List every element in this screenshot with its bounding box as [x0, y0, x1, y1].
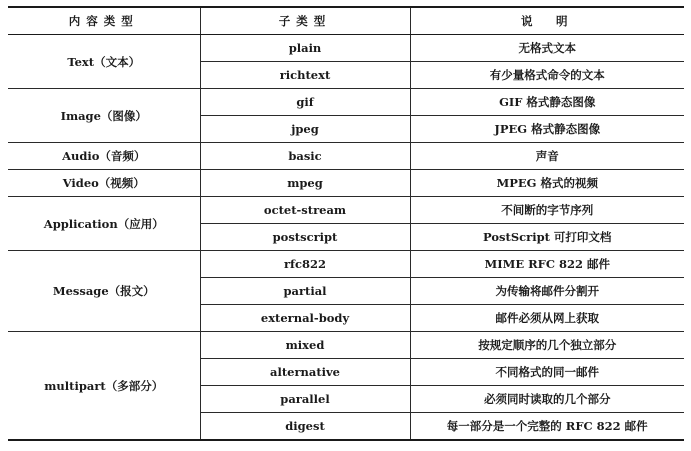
description-cell: 有少量格式命令的文本	[410, 62, 684, 89]
subtype-cell: mixed	[200, 332, 410, 359]
header-description: 说 明	[410, 7, 684, 35]
description-cell: GIF 格式静态图像	[410, 89, 684, 116]
subtype-cell: digest	[200, 413, 410, 441]
content-type-cell: Image（图像）	[8, 89, 200, 143]
description-cell: 声音	[410, 143, 684, 170]
description-cell: 邮件必须从网上获取	[410, 305, 684, 332]
table-body	[8, 35, 684, 441]
description-cell: JPEG 格式静态图像	[410, 116, 684, 143]
table-row	[8, 251, 684, 278]
description-cell: PostScript 可打印文档	[410, 224, 684, 251]
subtype-cell: mpeg	[200, 170, 410, 197]
subtype-cell: richtext	[200, 62, 410, 89]
mime-types-table	[8, 6, 684, 441]
description-cell: 无格式文本	[410, 35, 684, 62]
table-row	[8, 143, 684, 170]
subtype-cell: alternative	[200, 359, 410, 386]
subtype-cell: rfc822	[200, 251, 410, 278]
content-type-cell: Application（应用）	[8, 197, 200, 251]
description-cell: 每一部分是一个完整的 RFC 822 邮件	[410, 413, 684, 441]
subtype-cell: partial	[200, 278, 410, 305]
table-row	[8, 170, 684, 197]
header-content-type: 内容类型	[8, 7, 200, 35]
subtype-cell: octet-stream	[200, 197, 410, 224]
description-cell: MPEG 格式的视频	[410, 170, 684, 197]
description-cell: 为传输将邮件分割开	[410, 278, 684, 305]
description-cell: MIME RFC 822 邮件	[410, 251, 684, 278]
subtype-cell: parallel	[200, 386, 410, 413]
table-row	[8, 89, 684, 116]
table-header-row	[8, 7, 684, 35]
mime-types-table-container	[8, 6, 684, 441]
content-type-cell: Text（文本）	[8, 35, 200, 89]
description-cell: 不间断的字节序列	[410, 197, 684, 224]
table-row	[8, 332, 684, 359]
content-type-cell: Video（视频）	[8, 170, 200, 197]
description-cell: 按规定顺序的几个独立部分	[410, 332, 684, 359]
description-cell: 不同格式的同一邮件	[410, 359, 684, 386]
subtype-cell: external-body	[200, 305, 410, 332]
subtype-cell: gif	[200, 89, 410, 116]
content-type-cell: multipart（多部分）	[8, 332, 200, 441]
subtype-cell: postscript	[200, 224, 410, 251]
content-type-cell: Message（报文）	[8, 251, 200, 332]
subtype-cell: plain	[200, 35, 410, 62]
header-subtype: 子类型	[200, 7, 410, 35]
table-row	[8, 197, 684, 224]
description-cell: 必须同时读取的几个部分	[410, 386, 684, 413]
content-type-cell: Audio（音频）	[8, 143, 200, 170]
table-row	[8, 35, 684, 62]
subtype-cell: basic	[200, 143, 410, 170]
subtype-cell: jpeg	[200, 116, 410, 143]
